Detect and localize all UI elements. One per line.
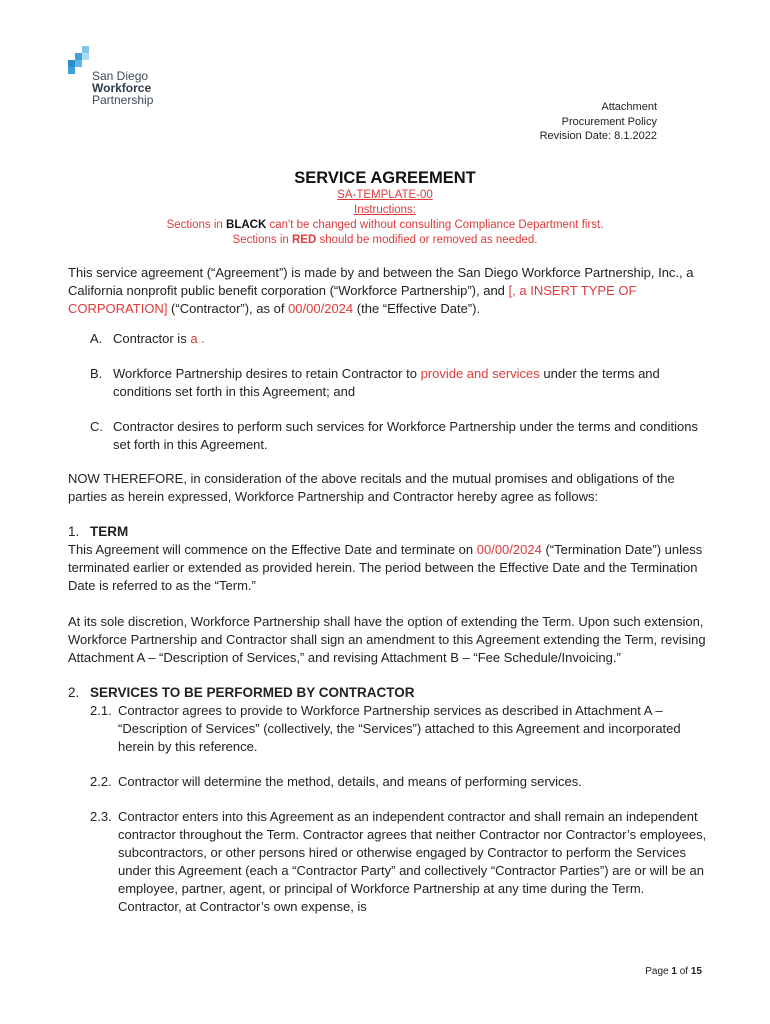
recital-b-label: B.: [90, 366, 103, 381]
instruction-black: [0, 218, 770, 233]
recital-c: [90, 418, 708, 454]
logo: [68, 46, 188, 116]
instr1-post: can't be changed without consulting Compliance Department first.: [266, 219, 604, 231]
instruction-red: [0, 233, 770, 248]
revision-date: Revision Date: 8.1.2022: [539, 130, 657, 142]
section-2-2-label: 2.2.: [90, 774, 112, 789]
logo-text: [92, 70, 153, 106]
section-2-1-text: Contractor agrees to provide to Workforce Partnership services as described in Attachment A – “Description of Services” (collectively, the “Services”) attached to this Agreement and incorporated herein by this reference.: [118, 703, 681, 754]
section-2-3: [90, 808, 708, 916]
instructions-label: Instructions:: [354, 204, 416, 216]
recital-b-red: provide and services: [420, 366, 540, 381]
section-1-paragraph-2: At its sole discretion, Workforce Partnership shall have the option of extending the Term. Upon such extension, Workforce Partnership and Contractor shall sign an amendment to this Agreement extending the Term, revising Attachment A – “Description of Services,” and revising Attachment B – “Fee Schedule/Invoicing.”: [68, 614, 706, 665]
footer-total-pages: 15: [690, 966, 702, 977]
instr1-pre: Sections in: [166, 219, 227, 231]
recital-a: [90, 330, 708, 348]
page-footer: [645, 966, 702, 977]
section-1-paragraph-1: [68, 541, 708, 595]
recital-b: [90, 365, 708, 401]
section-1-heading: [68, 523, 708, 541]
recital-b-pre: Workforce Partnership desires to retain Contractor to: [113, 366, 421, 381]
intro-red-date: 00/00/2024: [288, 301, 354, 316]
intro-paragraph: [68, 264, 708, 318]
recital-c-text: Contractor desires to perform such services for Workforce Partnership under the terms and conditions set forth in this Agreement.: [113, 419, 699, 452]
recital-b-post: under the terms and conditions set forth in this Agreement; and: [113, 366, 660, 399]
s1p1-pre: This Agreement will commence on the Effective Date and terminate on: [68, 542, 477, 557]
section-1-title: TERM: [90, 524, 129, 539]
s1p1-post: (“Termination Date”) unless terminated earlier or extended as provided herein. The period between the Effective Date and the Termination Date is referred to as the “Term.”: [68, 542, 703, 593]
document-body: [68, 264, 708, 916]
section-2-number: 2.: [68, 685, 80, 700]
template-id: SA-TEMPLATE-00: [337, 189, 433, 201]
footer-of-word: of: [676, 966, 691, 977]
section-2-heading: [68, 684, 708, 702]
instr2-post: should be modified or removed as needed.: [316, 234, 538, 246]
logo-line-1: San Diego: [92, 69, 149, 83]
section-2-title: SERVICES TO BE PERFORMED BY CONTRACTOR: [90, 685, 415, 700]
footer-page-word: Page: [645, 966, 672, 977]
footer-page-number: 1: [671, 966, 677, 977]
recital-a-text: [113, 330, 708, 348]
recital-b-text: [113, 365, 708, 401]
section-2-1-label: 2.1.: [90, 703, 112, 718]
recital-a-red: a .: [190, 331, 205, 346]
now-therefore-paragraph: NOW THEREFORE, in consideration of the above recitals and the mutual promises and obligations of the parties as herein expressed, Workforce Partnership and Contractor hereby agree as follows:: [68, 471, 675, 504]
recital-a-pre: Contractor is: [113, 331, 191, 346]
attachment-line: Attachment: [601, 101, 657, 113]
instr1-bold: BLACK: [226, 219, 267, 231]
section-2-1: [90, 702, 708, 756]
section-2-3-text: Contractor enters into this Agreement as an independent contractor and shall remain an independent contractor throughout the Term. Contractor agrees that neither Contractor nor Contractor’s employees, subcontractors, or other persons hired or otherwise engaged by Contractor to perform the Services under this Agreement (each a “Contractor Party” and collectively “Contractor Parties”) are or will be an employee, partner, agent, or principal of Workforce Partnership at any time during the Term. Contractor, at Contractor’s own expense, is: [118, 809, 707, 914]
document-title: SERVICE AGREEMENT: [294, 169, 476, 187]
policy-line: Procurement Policy: [561, 115, 657, 128]
intro-red-corp: [, a INSERT TYPE OF CORPORATION]: [68, 283, 637, 316]
logo-line-2: Workforce: [92, 81, 152, 95]
intro-text-1: This service agreement (“Agreement”) is made by and between the San Diego Workforce Partnership, Inc., a California nonprofit public benefit corporation (“Workforce Partnership”), and: [68, 265, 694, 298]
section-2-3-label: 2.3.: [90, 809, 112, 824]
instr2-pre: Sections in: [232, 234, 292, 246]
recital-c-label: C.: [90, 419, 103, 434]
instr2-bold: RED: [291, 234, 317, 246]
logo-line-3: Partnership: [92, 93, 154, 107]
section-2-2: [90, 773, 708, 791]
logo-mark-icon: [68, 46, 94, 76]
recital-a-label: A.: [90, 331, 103, 346]
section-2-2-text: Contractor will determine the method, details, and means of performing services.: [118, 774, 582, 789]
intro-text-2: (“Contractor”), as of: [167, 301, 289, 316]
intro-text-3: (the “Effective Date”).: [353, 301, 481, 316]
s1p1-red-date: 00/00/2024: [476, 542, 542, 557]
title-block: [0, 168, 770, 248]
attachment-header: [540, 100, 657, 144]
section-1-number: 1.: [68, 524, 80, 539]
